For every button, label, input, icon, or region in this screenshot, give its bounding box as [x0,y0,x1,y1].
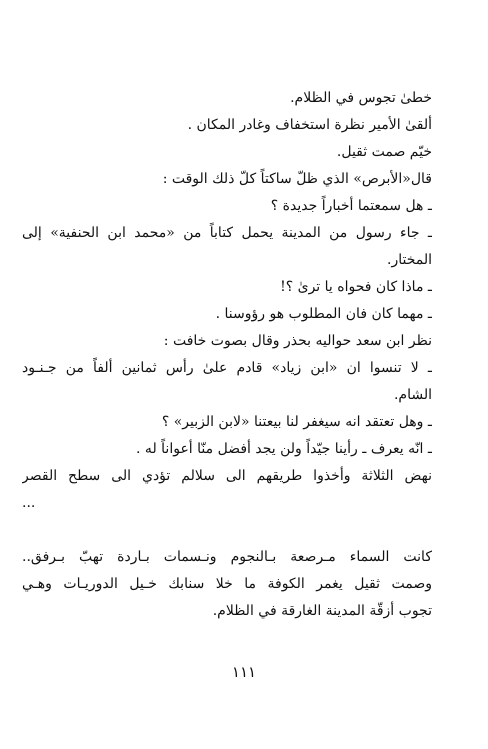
text-line: قال«الأبرص» الذي ظلّ ساكتاً كلّ ذلك الوقت : [162,171,432,187]
ellipsis: ... [22,495,36,511]
paragraph-dialogue [22,85,432,517]
page-number: ١١١ [231,663,257,681]
text-line: خطىٰ تجوس في الظلام. [290,90,432,106]
text-line: ـ انّه يعرف ـ رأينا جيّداً ولن يجد أفضل منّا أعواناً له . [136,441,432,457]
paragraph-narration [22,544,432,625]
text-line: ـ وهل تعتقد انه سيغفر لنا بيعتنا «لابن الزبير» ؟ [161,414,432,430]
text-line: المختار. [387,252,432,268]
text-line: ـ لا تنسوا ان «ابن زياد» قادم علىٰ رأس ثمانين ألفاً من جـنـود [22,360,432,376]
text-line: وصمت ثقيل يغمر الكوفة ما خلا سنابك خـيل الدوريـات وهـي [22,576,432,592]
text-line: خيّم صمت ثقيل. [336,144,432,160]
text-line: ألقىٰ الأمير نظرة استخفاف وغادر المكان . [187,117,432,133]
text-line: ـ هل سمعتما أخباراً جديدة ؟ [270,198,432,214]
text-line: نظر ابن سعد حواليه بحذر وقال بصوت خافت : [163,333,432,349]
text-line: الشام. [393,387,432,403]
text-line: كانت السماء مـرصعة بـالنجوم ونـسمات بـاردة تهبّ بـرفق.. [22,549,432,565]
text-line: ـ مهما كان فان المطلوب هو رؤوسنا . [215,306,432,322]
text-line: تجوب أزقّة المدينة الغارقة في الظلام. [212,603,432,619]
text-line: نهض الثلاثة وأخذوا طريقهم الى سلالم تؤدي الى سطح القصر [22,468,432,484]
text-line: ـ جاء رسول من المدينة يحمل كتاباً من «محمد ابن الحنفية» إلى [22,225,432,241]
text-line: ـ ماذا كان فحواه يا ترىٰ ؟! [280,279,432,295]
